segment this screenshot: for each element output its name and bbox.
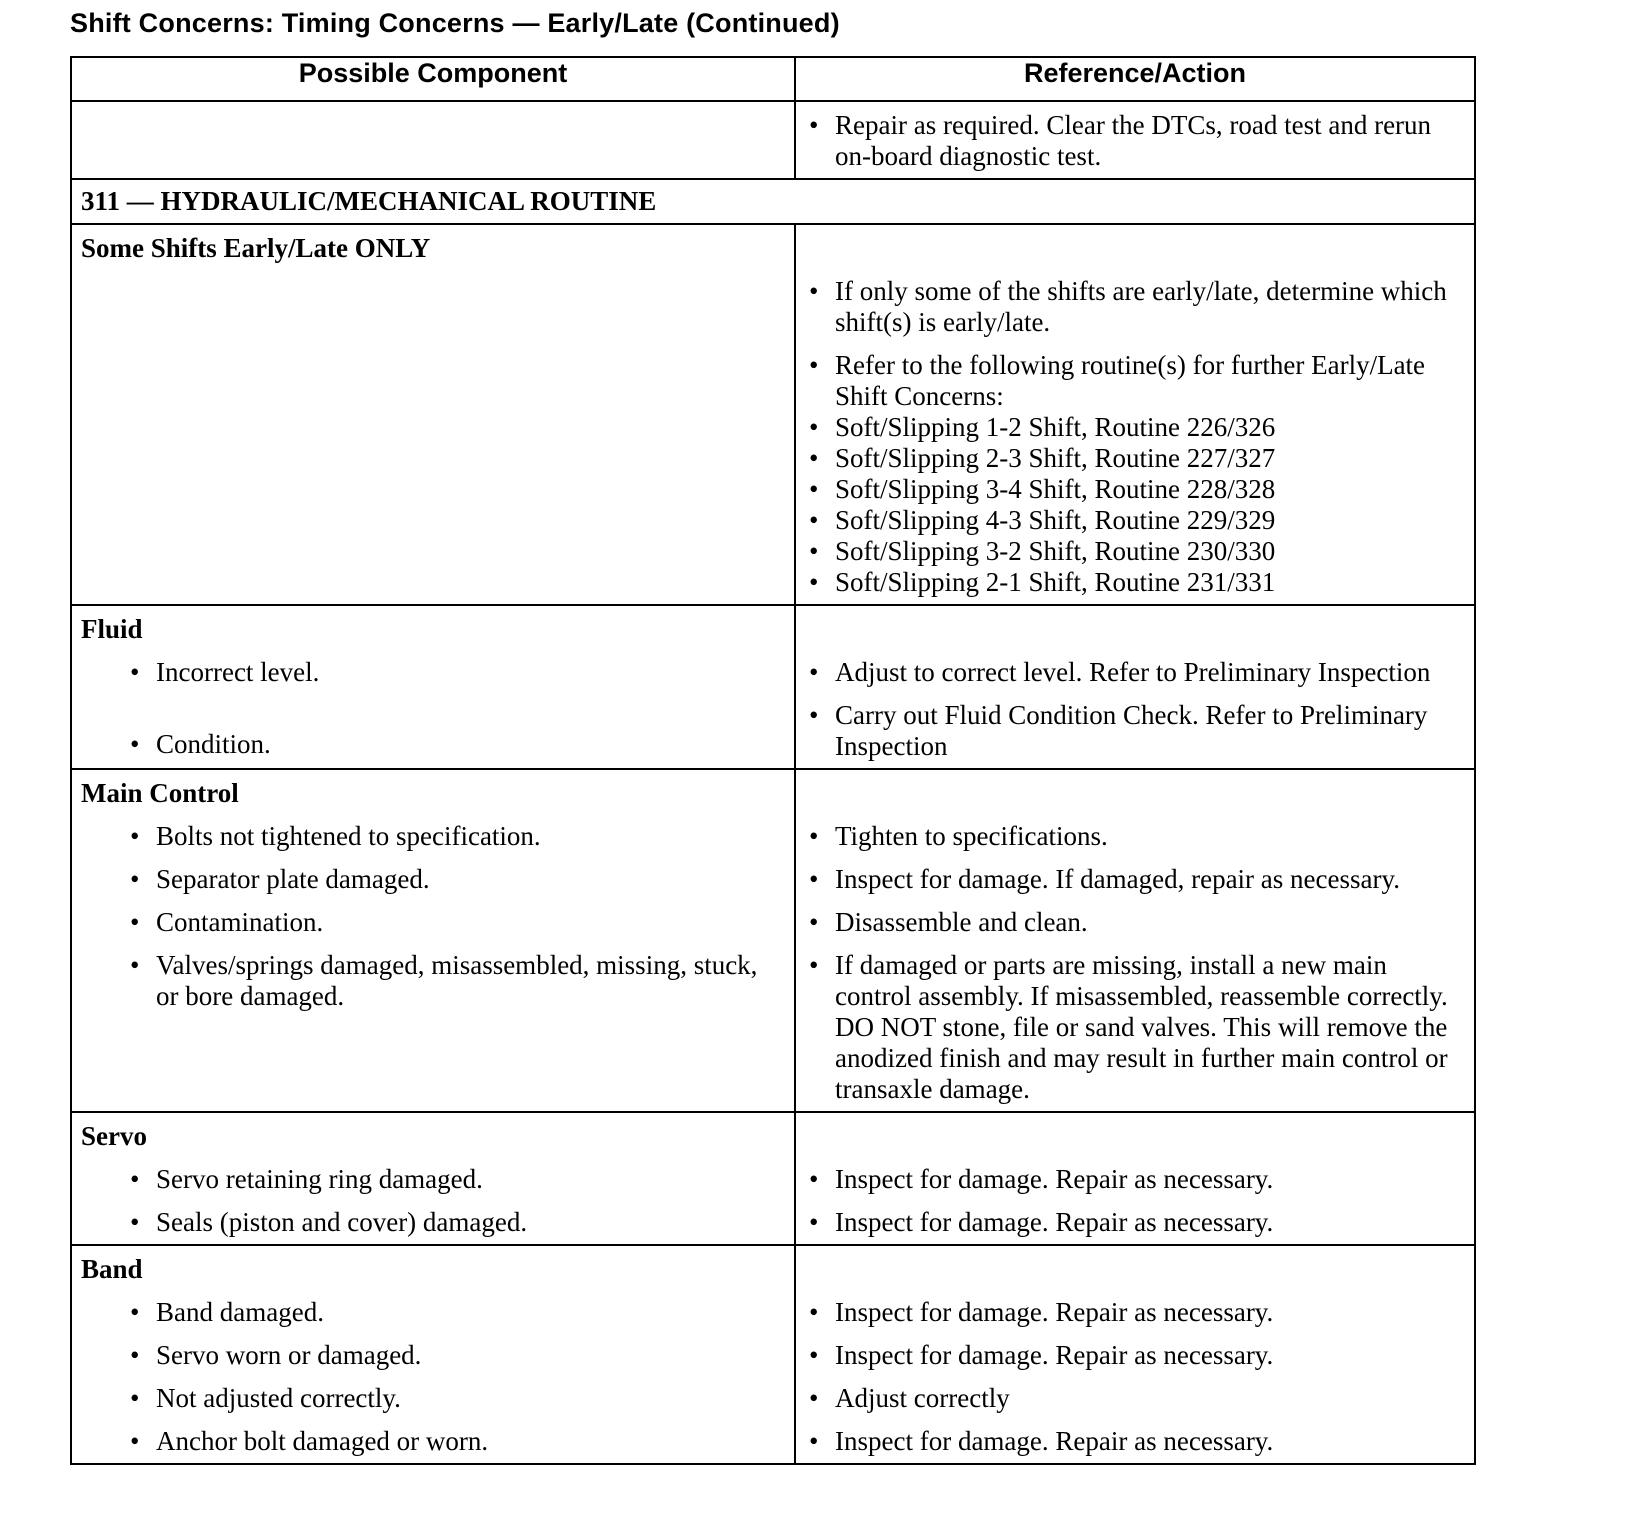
bullet-icon: • (809, 474, 819, 504)
continued-row (71, 101, 1475, 179)
component-item (81, 1297, 784, 1328)
component-item (81, 1207, 784, 1238)
action-text: Disassemble and clean. (835, 907, 1088, 937)
bullet-icon: • (809, 110, 819, 140)
bullet-icon: • (809, 350, 819, 380)
action-item (808, 950, 1464, 1105)
bullet-icon: • (130, 1297, 140, 1327)
page-title: Shift Concerns: Timing Concerns — Early/Late (Continued) (70, 8, 840, 38)
action-item (808, 864, 1464, 895)
bullet-icon: • (809, 1207, 819, 1237)
component-text: Servo retaining ring damaged. (156, 1164, 483, 1194)
action-text: Tighten to specifications. (835, 821, 1108, 851)
bullet-icon: • (809, 907, 819, 937)
bullet-icon: • (809, 1383, 819, 1413)
group-main-control (71, 769, 1475, 1112)
component-text: Bolts not tightened to specification. (156, 821, 541, 851)
action-item (808, 1383, 1464, 1414)
bullet-icon: • (809, 276, 819, 306)
continued-component-cell (71, 101, 795, 179)
group-component-cell (71, 769, 795, 1112)
bullet-icon: • (809, 505, 819, 535)
action-item (808, 1297, 1464, 1328)
component-text: Contamination. (156, 907, 324, 937)
bullet-icon: • (809, 700, 819, 730)
bullet-icon: • (130, 1164, 140, 1194)
component-text: Incorrect level. (156, 657, 320, 687)
bullet-icon: • (130, 1383, 140, 1413)
routine-item (808, 567, 1464, 598)
bullet-icon: • (809, 412, 819, 442)
component-item (81, 907, 784, 938)
component-item (81, 1383, 784, 1414)
action-text: Inspect for damage. Repair as necessary. (835, 1297, 1274, 1327)
action-text: Repair as required. Clear the DTCs, road test and rerun on-board diagnostic test. (835, 110, 1432, 171)
component-text: Servo worn or damaged. (156, 1340, 422, 1370)
component-item (81, 1340, 784, 1371)
group-title: Servo (81, 1121, 147, 1151)
action-item (808, 1164, 1464, 1195)
action-text: If damaged or parts are missing, install a new main control assembly. If misassembled, reassemble correctly. DO NOT stone, file or sand valves. This will remove the anodized finish and may result in further main control or transaxle damage. (835, 950, 1448, 1104)
bullet-icon: • (809, 864, 819, 894)
action-text: Adjust to correct level. Refer to Preliminary Inspection (835, 657, 1431, 687)
component-item (81, 821, 784, 852)
component-item (81, 864, 784, 895)
continued-action-cell (795, 101, 1475, 179)
group-title: Some Shifts Early/Late ONLY (81, 233, 431, 263)
bullet-icon: • (130, 1207, 140, 1237)
component-item (81, 729, 784, 760)
component-text: Anchor bolt damaged or worn. (156, 1426, 489, 1456)
component-item (81, 1426, 784, 1457)
header-reference-action: Reference/Action (795, 57, 1475, 101)
group-action-cell (795, 1245, 1475, 1464)
bullet-icon: • (809, 1426, 819, 1456)
bullet-icon: • (130, 864, 140, 894)
action-item (808, 657, 1464, 688)
action-text: Inspect for damage. Repair as necessary. (835, 1164, 1274, 1194)
header-possible-component: Possible Component (71, 57, 795, 101)
component-item (81, 950, 784, 1012)
bullet-icon: • (130, 729, 140, 759)
action-item (808, 821, 1464, 852)
action-text: Refer to the following routine(s) for further Early/Late Shift Concerns: (835, 350, 1426, 411)
group-action-cell (795, 224, 1475, 605)
bullet-icon: • (809, 1340, 819, 1370)
group-action-cell (795, 1112, 1475, 1245)
routine-text: Soft/Slipping 3-4 Shift, Routine 228/328 (835, 474, 1276, 504)
component-text: Band damaged. (156, 1297, 324, 1327)
group-component-cell (71, 605, 795, 769)
bullet-icon: • (809, 821, 819, 851)
action-text: If only some of the shifts are early/late, determine which shift(s) is early/late. (835, 276, 1447, 337)
group-fluid (71, 605, 1475, 769)
bullet-icon: • (809, 567, 819, 597)
bullet-icon: • (809, 657, 819, 687)
component-text: Valves/springs damaged, misassembled, missing, stuck, or bore damaged. (156, 950, 758, 1011)
component-text: Condition. (156, 729, 271, 759)
component-text: Separator plate damaged. (156, 864, 430, 894)
action-item (808, 350, 1464, 412)
routine-text: Soft/Slipping 1-2 Shift, Routine 226/326 (835, 412, 1276, 442)
routine-text: Soft/Slipping 3-2 Shift, Routine 230/330 (835, 536, 1276, 566)
bullet-icon: • (809, 950, 819, 980)
action-text: Inspect for damage. Repair as necessary. (835, 1340, 1274, 1370)
section-title: 311 — HYDRAULIC/MECHANICAL ROUTINE (71, 179, 1475, 224)
group-title: Main Control (81, 778, 239, 808)
bullet-icon: • (130, 950, 140, 980)
bullet-icon: • (809, 1297, 819, 1327)
action-item (808, 700, 1464, 762)
group-component-cell (71, 1245, 795, 1464)
group-component-cell (71, 224, 795, 605)
routine-item (808, 443, 1464, 474)
routine-item (808, 536, 1464, 567)
group-component-cell (71, 1112, 795, 1245)
bullet-icon: • (130, 907, 140, 937)
component-text: Not adjusted correctly. (156, 1383, 401, 1413)
component-item (81, 1164, 784, 1195)
action-text: Inspect for damage. Repair as necessary. (835, 1426, 1274, 1456)
action-item (808, 110, 1464, 172)
group-title: Band (81, 1254, 143, 1284)
group-action-cell (795, 769, 1475, 1112)
group-some-shifts (71, 224, 1475, 605)
action-item (808, 1340, 1464, 1371)
bullet-icon: • (130, 657, 140, 687)
action-item (808, 1207, 1464, 1238)
action-item (808, 1426, 1464, 1457)
routine-text: Soft/Slipping 4-3 Shift, Routine 229/329 (835, 505, 1276, 535)
routine-text: Soft/Slipping 2-1 Shift, Routine 231/331 (835, 567, 1276, 597)
bullet-icon: • (130, 1426, 140, 1456)
bullet-icon: • (809, 536, 819, 566)
group-band (71, 1245, 1475, 1464)
component-item (81, 657, 784, 688)
action-text: Inspect for damage. If damaged, repair as necessary. (835, 864, 1400, 894)
bullet-icon: • (809, 1164, 819, 1194)
bullet-icon: • (130, 1340, 140, 1370)
group-servo (71, 1112, 1475, 1245)
action-item (808, 276, 1464, 338)
action-text: Inspect for damage. Repair as necessary. (835, 1207, 1274, 1237)
routine-item (808, 474, 1464, 505)
section-row (71, 179, 1475, 224)
diagnostic-table (70, 56, 1476, 1465)
action-text: Adjust correctly (835, 1383, 1010, 1413)
routine-text: Soft/Slipping 2-3 Shift, Routine 227/327 (835, 443, 1276, 473)
action-item (808, 907, 1464, 938)
routine-item (808, 412, 1464, 443)
action-text: Carry out Fluid Condition Check. Refer to Preliminary Inspection (835, 700, 1428, 761)
bullet-icon: • (130, 821, 140, 851)
group-title: Fluid (81, 614, 143, 644)
group-action-cell (795, 605, 1475, 769)
routine-item (808, 505, 1464, 536)
bullet-icon: • (809, 443, 819, 473)
header-row (71, 57, 1475, 101)
component-text: Seals (piston and cover) damaged. (156, 1207, 528, 1237)
